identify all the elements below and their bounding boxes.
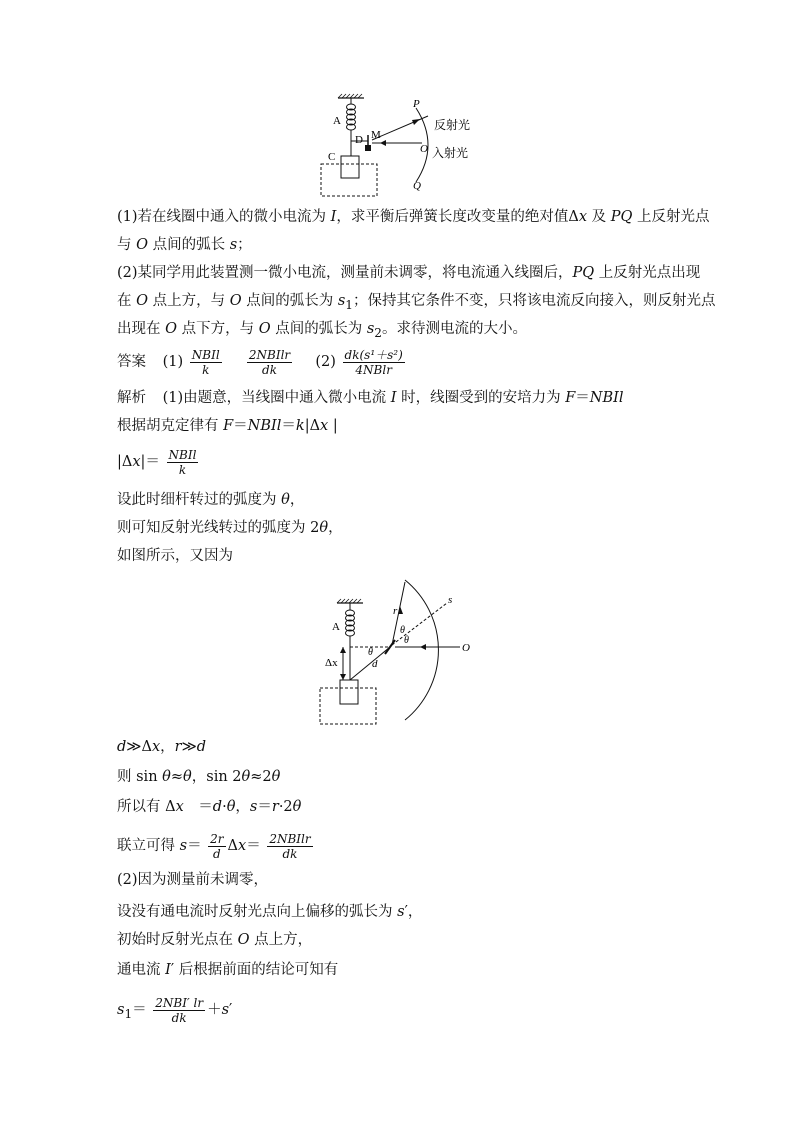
answer-label: 答案 <box>117 354 146 370</box>
label-p: P <box>413 98 420 110</box>
fig2-label-s: s <box>448 594 453 606</box>
question-2-line-1: (2)某同学用此装置测一微小电流，测量前未调零，将电流通入线圈后，PQ 上反射光点出现 <box>117 265 701 281</box>
analysis-line-2: 根据胡克定律有 F＝NBIl＝k|Δx | <box>117 418 338 434</box>
question-2-line-2: 在 O 点上方，与 O 点间的弧长为 $s_1$；保持其它条件不变，只将该电流反向接入，则反射光点 <box>117 293 716 312</box>
label-a: A <box>333 115 341 127</box>
fig2-label-r: r <box>393 605 398 617</box>
fig2-label-theta-2: θ <box>404 635 409 646</box>
analysis-label: 解析 <box>117 390 146 406</box>
question-2-line-3: 出现在 O 点下方，与 O 点间的弧长为 $s_2$。求待测电流的大小。 <box>117 321 527 340</box>
answer-line: 答案 (1) $\frac{\text{NBIl}}{k}$ $\frac{\text{2NBIlr}}{dk}$ (2) $\frac{\text{dk(s¹＋s²)}}{\text{4NBlr}}$ <box>117 347 403 377</box>
analysis-line-3: |Δx|＝ $\frac{\text{NBIl}}{k}$ <box>117 447 197 477</box>
fig2-label-o: O <box>462 642 470 654</box>
derivation-line-3: 所以有 Δx ＝d·θ，s＝r·2θ <box>117 799 302 815</box>
fig2-label-theta-3: θ <box>368 647 373 658</box>
part2-line-5: $s_1=$ $\frac{\text{2NBI′ lr}}{dk}$ ＋s′ <box>117 995 233 1025</box>
question-1-line-1: (1)若在线圈中通入的微小电流为 I，求平衡后弹簧长度改变量的绝对值Δx 及 PQ 上反射光点 <box>117 209 710 225</box>
analysis-line-5: 则可知反射光线转过的弧度为 2θ， <box>117 520 343 536</box>
fig2-label-theta-1: θ <box>400 625 405 636</box>
derivation-line-4: 联立可得 s＝ $\frac{2r}{d}$ Δx＝ $\frac{\text{2NBIlr}}{dk}$ <box>117 831 311 861</box>
label-incident: 入射光 <box>432 146 469 160</box>
label-c: C <box>328 151 336 163</box>
label-d: D <box>355 134 363 146</box>
label-o: O <box>420 143 428 155</box>
figure-1-apparatus <box>0 0 794 210</box>
label-q: Q <box>413 180 421 192</box>
label-m: M <box>371 129 381 141</box>
derivation-line-2: 则 sin θ≈θ，sin 2θ≈2θ <box>117 769 281 785</box>
figure-2-geometry <box>0 570 794 740</box>
analysis-line-4: 设此时细杆转过的弧度为 θ， <box>117 492 305 508</box>
part2-line-1: (2)因为测量前未调零， <box>117 872 269 888</box>
fig2-label-dx: Δx <box>325 657 338 669</box>
question-1-line-2: 与 O 点间的弧长 s； <box>117 237 252 253</box>
analysis-line-6: 如图所示，又因为 <box>117 548 233 564</box>
fig2-label-d: d <box>372 658 378 670</box>
label-reflected: 反射光 <box>434 118 471 132</box>
part2-line-3: 初始时反射光点在 O 点上方， <box>117 932 313 948</box>
analysis-line-1: 解析 (1)由题意，当线圈中通入微小电流 I 时，线圈受到的安培力为 F＝NBIl <box>117 390 624 406</box>
part2-line-4: 通电流 I′ 后根据前面的结论可知有 <box>117 962 339 978</box>
derivation-line-1: d≫Δx，r≫d <box>117 739 207 755</box>
part2-line-2: 设没有通电流时反射光点向上偏移的弧长为 s′， <box>117 904 423 920</box>
fig2-label-a: A <box>332 621 340 633</box>
